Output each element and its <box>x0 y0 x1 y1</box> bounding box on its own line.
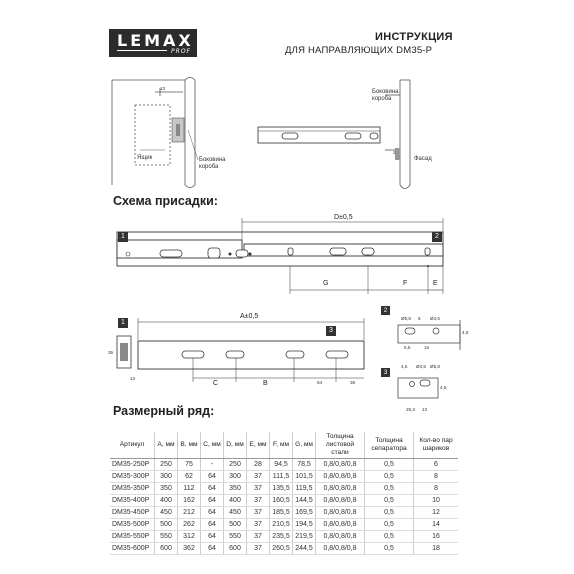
table-cell: DM35-300P <box>110 471 155 483</box>
table-cell: DM35-350P <box>110 483 155 495</box>
table-cell: 14 <box>414 519 459 531</box>
dim-a: A±0,5 <box>240 313 259 320</box>
table-cell: 0,5 <box>365 483 414 495</box>
table-cell: 111,5 <box>270 471 293 483</box>
badge-1: 1 <box>118 232 128 242</box>
dim-36: 36 <box>350 380 356 385</box>
table-row <box>110 507 458 519</box>
col-g: G, мм <box>293 432 316 459</box>
mounting-diagram <box>0 210 574 420</box>
table-cell: 135,5 <box>270 483 293 495</box>
table-cell: 250 <box>224 459 247 471</box>
table-row <box>110 483 458 495</box>
detail3-d3: Ø5,8 <box>430 364 440 369</box>
badge-detail-3: 3 <box>381 368 390 377</box>
table-cell: 16 <box>414 531 459 543</box>
label-side-right: Боковина короба <box>372 89 399 102</box>
table-cell: 12 <box>414 507 459 519</box>
left-dim-13: 13 <box>160 86 166 91</box>
table-cell: 400 <box>224 495 247 507</box>
table-row <box>110 471 458 483</box>
col-f: F, мм <box>270 432 293 459</box>
table-cell: 119,5 <box>293 483 316 495</box>
table-row <box>110 531 458 543</box>
detail2-d1: Ø5,8 <box>401 316 411 321</box>
table-cell: 450 <box>224 507 247 519</box>
table-cell: 312 <box>178 531 201 543</box>
table-cell: DM35-450P <box>110 507 155 519</box>
dim-d: D±0,5 <box>334 214 353 221</box>
table-cell: 37 <box>247 519 270 531</box>
sizes-heading: Размерный ряд: <box>113 404 215 418</box>
table-cell: 0,8/0,8/0,8 <box>316 543 365 555</box>
table-cell: 75 <box>178 459 201 471</box>
dim-g: G <box>323 280 329 287</box>
table-cell: 212 <box>178 507 201 519</box>
detail2-d6: 4,5 <box>462 330 469 335</box>
table-cell: 600 <box>155 543 178 555</box>
table-cell: DM35-250P <box>110 459 155 471</box>
dim-35: 35 <box>108 350 114 355</box>
table-cell: 0,8/0,8/0,8 <box>316 531 365 543</box>
table-cell: 244,5 <box>293 543 316 555</box>
table-cell: 0,5 <box>365 519 414 531</box>
table-cell: 0,8/0,8/0,8 <box>316 471 365 483</box>
table-cell: 101,5 <box>293 471 316 483</box>
table-cell: 10 <box>414 495 459 507</box>
dim-c: C <box>213 380 219 387</box>
mounting-heading: Схема присадки: <box>113 194 218 208</box>
detail2-d4: 5,5 <box>404 345 411 350</box>
badge-1-bottom: 1 <box>118 318 128 328</box>
table-cell: 64 <box>201 507 224 519</box>
table-cell: 0,8/0,8/0,8 <box>316 483 365 495</box>
dim-13: 13 <box>130 376 136 381</box>
table-cell: 450 <box>155 507 178 519</box>
table-cell: 78,5 <box>293 459 316 471</box>
table-cell: 64 <box>201 531 224 543</box>
label-facade: Фасад <box>414 156 432 162</box>
badge-2: 2 <box>432 232 442 242</box>
col-separator: Толщина сепаратора <box>365 432 414 459</box>
table-row <box>110 459 458 471</box>
table-cell: 550 <box>155 531 178 543</box>
detail2-d2: Ø4,5 <box>430 316 440 321</box>
table-cell: DM35-600P <box>110 543 155 555</box>
table-cell: 260,5 <box>270 543 293 555</box>
table-cell: 0,5 <box>365 507 414 519</box>
table-cell: 210,5 <box>270 519 293 531</box>
table-cell: 37 <box>247 507 270 519</box>
table-cell: 8 <box>414 471 459 483</box>
table-cell: DM35-550P <box>110 531 155 543</box>
table-cell: 37 <box>247 483 270 495</box>
page-subtitle: ДЛЯ НАПРАВЛЯЮЩИХ DM35-P <box>285 45 433 56</box>
table-cell: 64 <box>201 543 224 555</box>
table-cell: 400 <box>155 495 178 507</box>
table-cell: 0,5 <box>365 543 414 555</box>
table-cell: 0,8/0,8/0,8 <box>316 519 365 531</box>
table-cell: 500 <box>155 519 178 531</box>
table-cell: 169,5 <box>293 507 316 519</box>
table-cell: 28 <box>247 459 270 471</box>
table-cell: 8 <box>414 483 459 495</box>
table-row <box>110 495 458 507</box>
dim-f: F <box>403 280 408 287</box>
col-b: B, мм <box>178 432 201 459</box>
detail2-d3: 6 <box>418 316 421 321</box>
table-cell: 112 <box>178 483 201 495</box>
dim-b: B <box>263 380 268 387</box>
table-cell: 162 <box>178 495 201 507</box>
table-cell: 64 <box>201 483 224 495</box>
table-cell: 300 <box>155 471 178 483</box>
table-cell: 94,5 <box>270 459 293 471</box>
detail3-d5: 13 <box>422 407 428 412</box>
installation-diagram <box>0 0 574 200</box>
logo-sub: PROF <box>171 48 191 55</box>
dim-e: E <box>433 280 438 287</box>
table-cell: 0,8/0,8/0,8 <box>316 495 365 507</box>
table-cell: 250 <box>155 459 178 471</box>
table-cell: 362 <box>178 543 201 555</box>
table-cell: 37 <box>247 531 270 543</box>
table-cell: 350 <box>155 483 178 495</box>
table-row <box>110 543 458 555</box>
col-article: Артикул <box>110 432 155 459</box>
table-cell: 235,5 <box>270 531 293 543</box>
detail3-d4: 29,3 <box>406 407 415 412</box>
table-cell: 219,5 <box>293 531 316 543</box>
col-steel: Толщина листовой стали <box>316 432 365 459</box>
badge-detail-2: 2 <box>381 306 390 315</box>
table-cell: 62 <box>178 471 201 483</box>
page-title: ИНСТРУКЦИЯ <box>375 31 453 43</box>
table-cell: DM35-400P <box>110 495 155 507</box>
table-cell: 144,5 <box>293 495 316 507</box>
table-cell: 37 <box>247 495 270 507</box>
dim-64: 64 <box>317 380 323 385</box>
detail3-d2: Ø4,5 <box>416 364 426 369</box>
table-cell: DM35-500P <box>110 519 155 531</box>
table-cell: 550 <box>224 531 247 543</box>
table-cell: 0,5 <box>365 471 414 483</box>
label-box: Ящик <box>137 155 153 161</box>
table-cell: 300 <box>224 471 247 483</box>
table-cell: 0,8/0,8/0,8 <box>316 507 365 519</box>
detail3-d1: 4,5 <box>401 364 408 369</box>
col-c: C, мм <box>201 432 224 459</box>
table-cell: 262 <box>178 519 201 531</box>
table-header-row <box>110 432 458 459</box>
table-cell: 6 <box>414 459 459 471</box>
table-cell: 185,5 <box>270 507 293 519</box>
table-cell: 600 <box>224 543 247 555</box>
table-cell: 37 <box>247 543 270 555</box>
table-cell: 500 <box>224 519 247 531</box>
col-d: D, мм <box>224 432 247 459</box>
table-cell: 160,5 <box>270 495 293 507</box>
table-cell: 64 <box>201 495 224 507</box>
table-cell: 0,5 <box>365 459 414 471</box>
table-cell: 0,8/0,8/0,8 <box>316 459 365 471</box>
col-e: E, мм <box>247 432 270 459</box>
table-cell: 64 <box>201 471 224 483</box>
detail2-d5: 16 <box>424 345 430 350</box>
table-cell: 350 <box>224 483 247 495</box>
right-dim-2: 2 <box>393 150 396 155</box>
col-balls: Кол-во пар шариков <box>414 432 459 459</box>
table-cell: 37 <box>247 471 270 483</box>
table-row <box>110 519 458 531</box>
table-cell: - <box>201 459 224 471</box>
table-cell: 64 <box>201 519 224 531</box>
label-side-left: Боковина короба <box>199 157 226 170</box>
col-a: A, мм <box>155 432 178 459</box>
table-cell: 0,5 <box>365 531 414 543</box>
table-cell: 0,5 <box>365 495 414 507</box>
detail3-d6: 4,5 <box>440 385 447 390</box>
table-cell: 194,5 <box>293 519 316 531</box>
sizes-table <box>110 432 458 555</box>
badge-3: 3 <box>326 326 336 336</box>
table-cell: 18 <box>414 543 459 555</box>
logo-main: LEMAX <box>117 31 194 50</box>
